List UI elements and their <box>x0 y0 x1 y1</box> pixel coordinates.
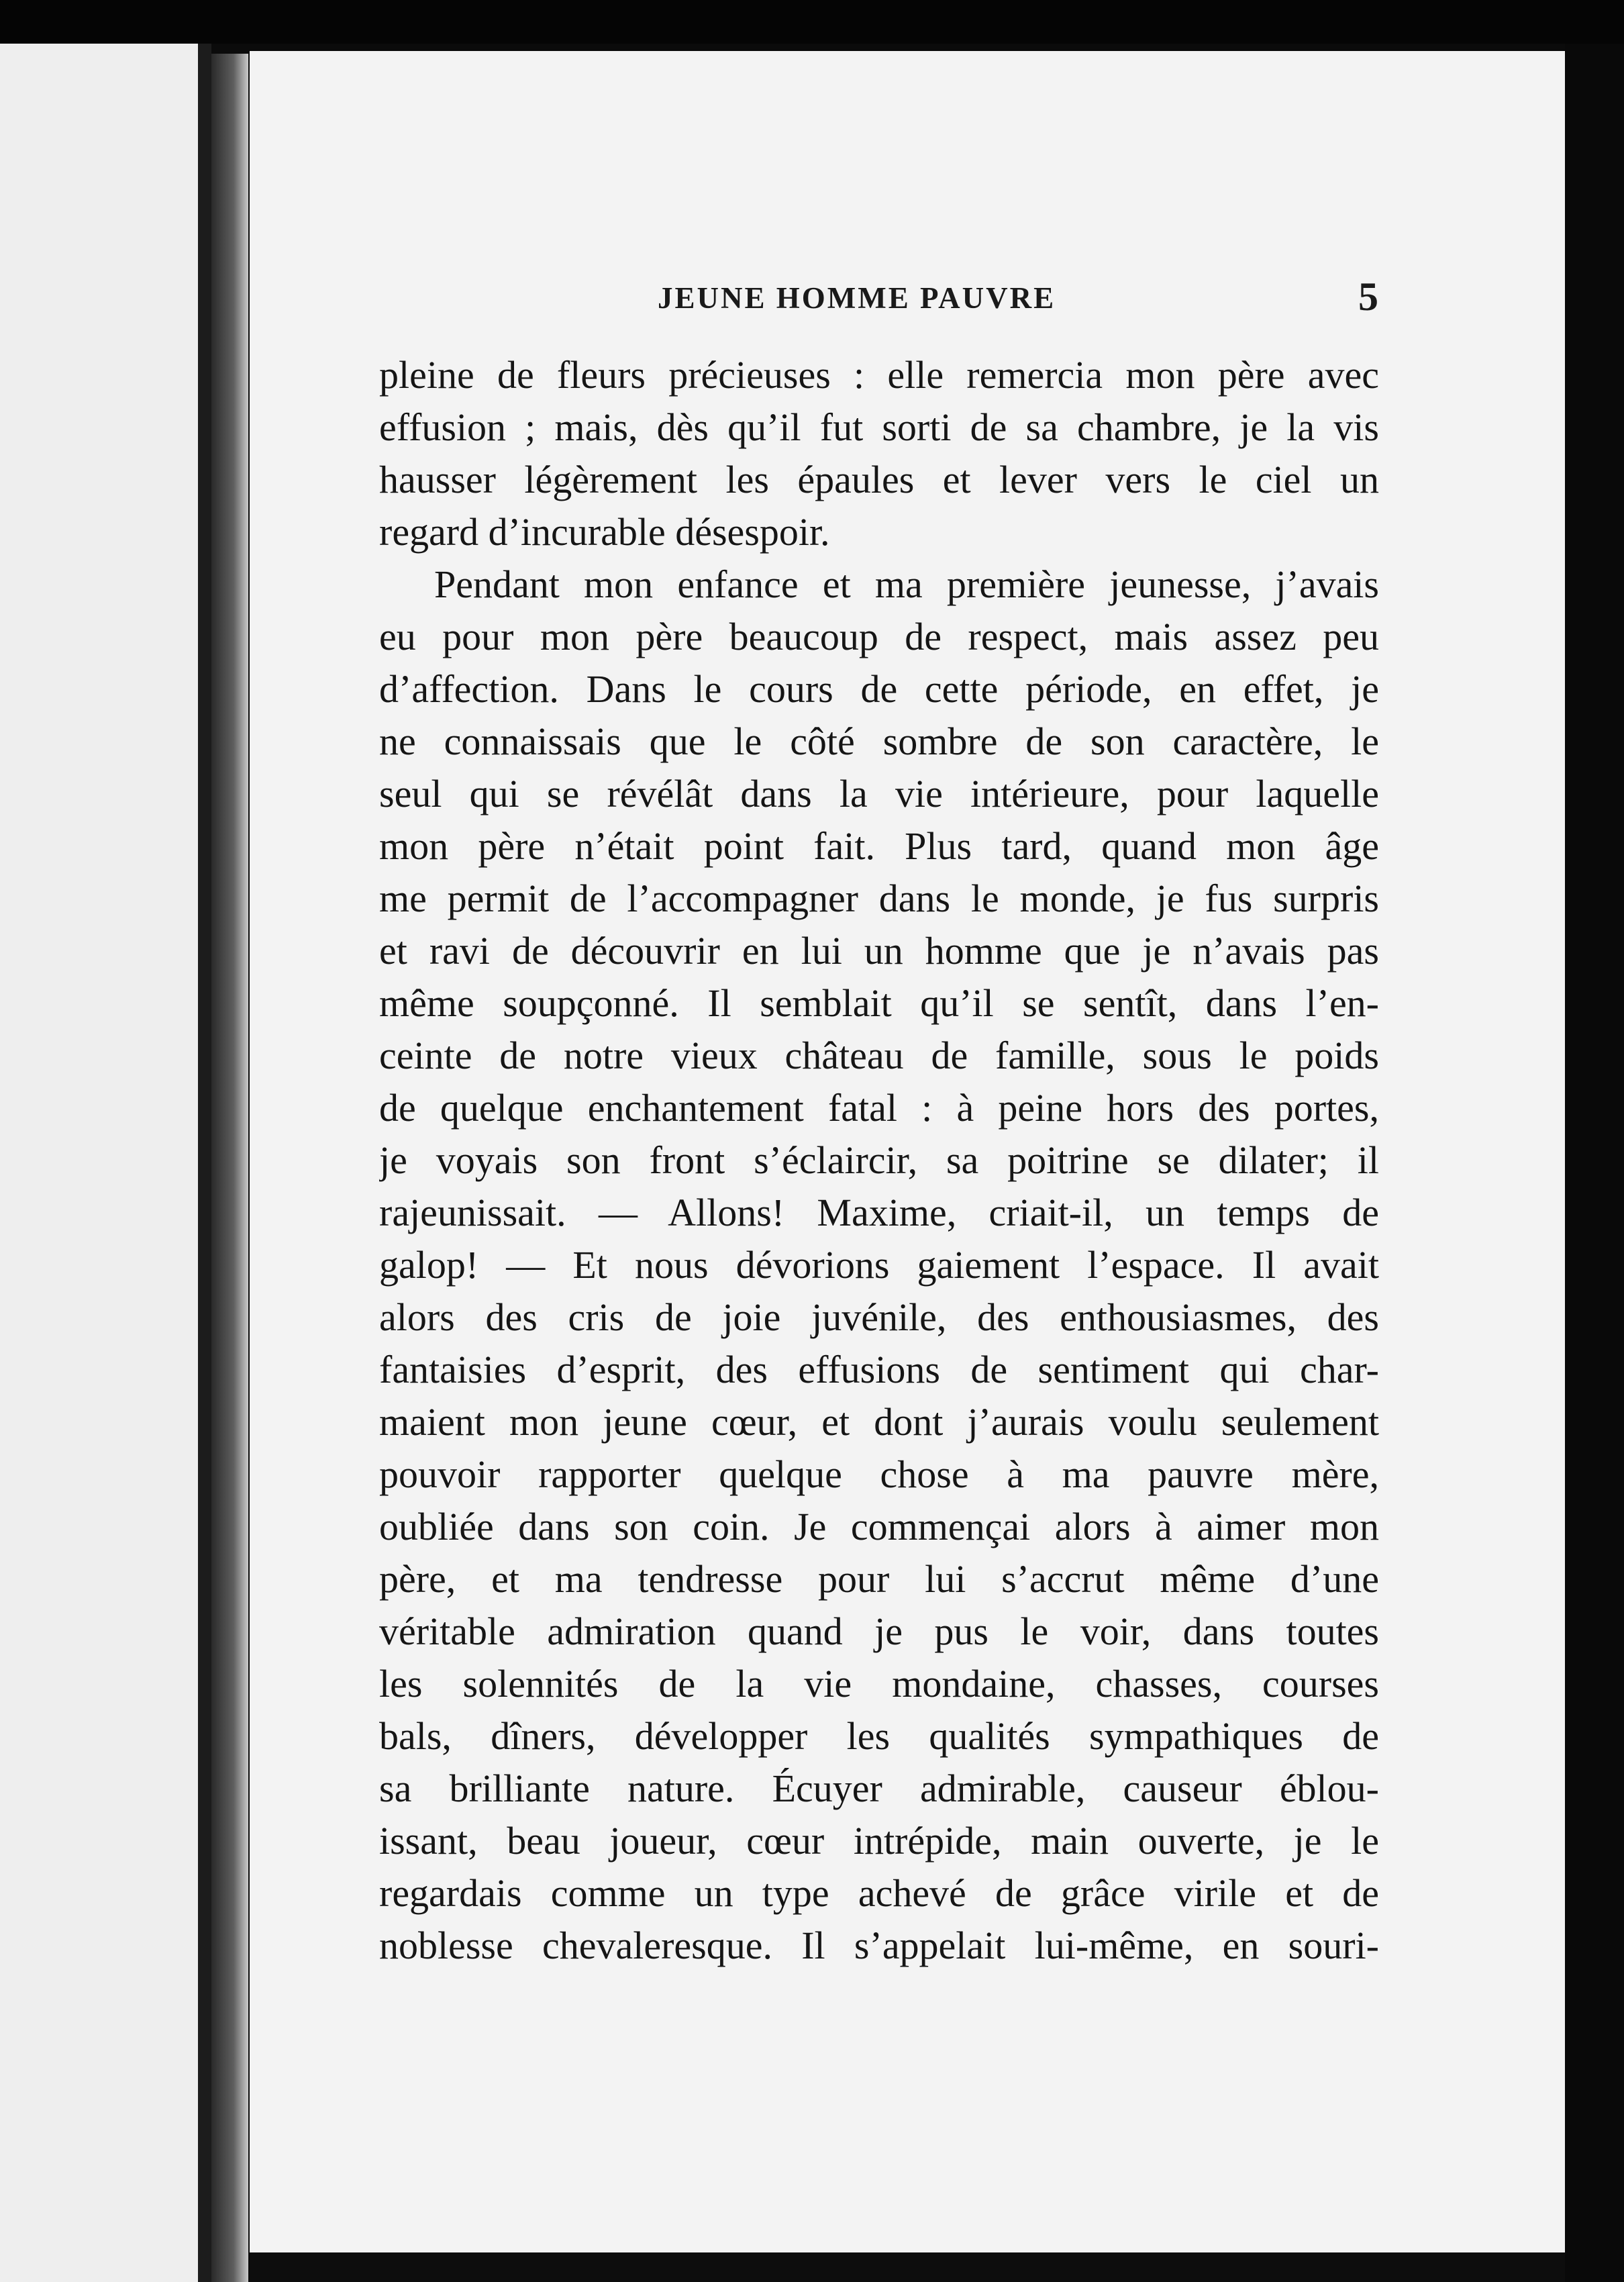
text-line: ne connaissais que le côté sombre de son caractère, le <box>379 720 1379 763</box>
text-line: et ravi de découvrir en lui un homme que je n’avais pas <box>379 929 1379 973</box>
text-line: effusion ; mais, dès qu’il fut sorti de sa chambre, je la vis <box>379 405 1379 449</box>
text-line: me permit de l’accompagner dans le monde, je fus surpris <box>379 877 1379 920</box>
running-title: JEUNE HOMME PAUVRE <box>658 281 1056 315</box>
text-line: bals, dîners, développer les qualités sympathiques de <box>379 1714 1379 1758</box>
text-line: ceinte de notre vieux château de famille, sous le poids <box>379 1034 1379 1077</box>
page-number: 5 <box>1358 275 1378 319</box>
text-line: regardais comme un type achevé de grâce virile et de <box>379 1871 1379 1915</box>
text-line: je voyais son front s’éclaircir, sa poitrine se dilater; il <box>379 1138 1379 1182</box>
text-line: sa brilliante nature. Écuyer admirable, causeur éblou- <box>379 1767 1379 1810</box>
text-line: de quelque enchantement fatal : à peine hors des portes, <box>379 1086 1379 1130</box>
text-line: même soupçonné. Il semblait qu’il se sentît, dans l’en- <box>379 981 1379 1025</box>
text-line: alors des cris de joie juvénile, des enthousiasmes, des <box>379 1295 1379 1339</box>
text-line: rajeunissait. — Allons! Maxime, criait-il, un temps de <box>379 1191 1379 1234</box>
text-line: noblesse chevaleresque. Il s’appelait lui-même, en souri- <box>379 1924 1379 1967</box>
facing-page-edge <box>198 44 211 2282</box>
text-line: véritable admiration quand je pus le voir, dans toutes <box>379 1609 1379 1653</box>
spine-shadow <box>211 54 248 2282</box>
scan-top-border <box>0 0 1624 44</box>
text-line: pouvoir rapporter quelque chose à ma pauvre mère, <box>379 1452 1379 1496</box>
text-line: Pendant mon enfance et ma première jeunesse, j’avais <box>434 562 1379 606</box>
text-line: issant, beau joueur, cœur intrépide, main ouverte, je le <box>379 1819 1379 1863</box>
text-line: fantaisies d’esprit, des effusions de sentiment qui char- <box>379 1348 1379 1391</box>
text-line: galop! — Et nous dévorions gaiement l’espace. Il avait <box>379 1243 1379 1287</box>
scan-bottom-border <box>250 2252 1565 2282</box>
text-line: maient mon jeune cœur, et dont j’aurais voulu seulement <box>379 1400 1379 1444</box>
text-line: eu pour mon père beaucoup de respect, mais assez peu <box>379 615 1379 658</box>
text-line: les solennités de la vie mondaine, chasses, courses <box>379 1662 1379 1705</box>
text-line: mon père n’était point fait. Plus tard, quand mon âge <box>379 824 1379 868</box>
text-line: père, et ma tendresse pour lui s’accrut même d’une <box>379 1557 1379 1601</box>
facing-page-margin <box>0 44 200 2282</box>
text-line: hausser légèrement les épaules et lever vers le ciel un <box>379 458 1379 501</box>
scan-right-border <box>1565 44 1624 2282</box>
text-line: d’affection. Dans le cours de cette période, en effet, je <box>379 667 1379 711</box>
text-line: seul qui se révélât dans la vie intérieure, pour laquelle <box>379 772 1379 815</box>
text-line: pleine de fleurs précieuses : elle remercia mon père avec <box>379 353 1379 397</box>
text-line: oubliée dans son coin. Je commençai alors à aimer mon <box>379 1505 1379 1548</box>
body-text <box>379 349 1379 1972</box>
text-line: regard d’incurable désespoir. <box>379 510 830 554</box>
